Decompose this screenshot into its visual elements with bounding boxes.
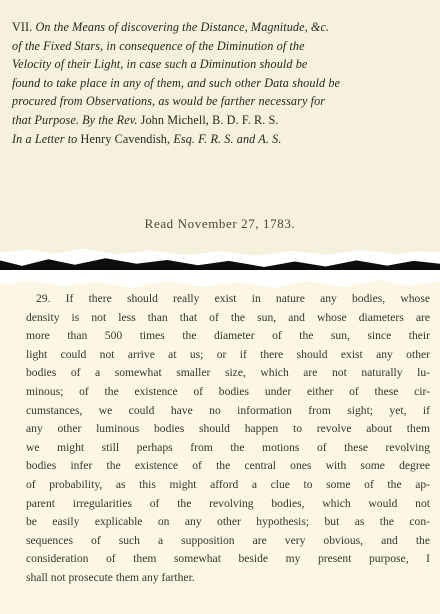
read-date: Read November 27, 1783. — [144, 216, 296, 231]
title-line-2: of the Fixed Stars, in consequence of the Diminution of the — [12, 38, 305, 53]
paragraph-line: minous; of the existence of bodies under either of these cir- — [26, 384, 430, 398]
title-text-7a: In a Letter to — [12, 131, 78, 146]
body-paragraph — [26, 290, 430, 588]
paragraph-line: bodies of a somewhat smaller size, which are not naturally lu- — [26, 366, 430, 380]
paragraph-line: sequences of such a supposition are very obvious, and the — [26, 533, 430, 547]
paragraph-line: 29. If there should really exist in nature any bodies, whose — [36, 292, 430, 305]
title-text-1: On the Means of discovering the Distance, Magnitude, &c. — [35, 20, 330, 34]
title-line-5: procured from Observations, as would be farther necessary for — [12, 94, 326, 109]
paragraph-line: parent irregularities of the revolving bodies, which would not — [26, 496, 430, 510]
title-line-4: found to take place in any of them, and such other Data should be — [12, 75, 341, 90]
paragraph-line: of probability, as this might afford a clue to some of the ap- — [26, 477, 430, 491]
title-line-3: Velocity of their Light, in case such a Diminution should be — [12, 57, 308, 72]
paragraph-line: density is not less than that of the sun, and whose diameters are — [26, 310, 430, 324]
title-line-7 — [12, 130, 434, 149]
author-name: John Michell, B. D. F. R. S. — [140, 112, 279, 127]
paragraph-line: shall not prosecute them any farther. — [26, 570, 195, 584]
paragraph-line: consideration of them somewhat beside my present purpose, I — [26, 552, 430, 566]
paragraph-line: we might still perhaps from the motions of these revolving — [26, 440, 430, 454]
section-numeral: VII. — [12, 20, 33, 34]
paragraph-line: cumstances, we could have no information from sight; yet, if — [26, 403, 430, 417]
title-text-7b: Esq. F. R. S. and A. S. — [173, 131, 282, 146]
recipient-name: Henry Cavendish, — [80, 131, 171, 146]
title-line-6 — [12, 111, 434, 130]
paragraph-line: light could not arrive at us; or if there should exist any other — [26, 347, 430, 361]
title-text-6: that Purpose. By the Rev. — [12, 112, 138, 127]
title-line-1 — [12, 18, 434, 37]
paragraph-line: more than 500 times the diameter of the sun, since their — [26, 329, 430, 343]
paragraph-line: be easily explicable on any other hypothesis; but as the con- — [26, 515, 430, 529]
paragraph-line: any other luminous bodies should happen to revolve about them — [26, 422, 430, 436]
paragraph-line: bodies infer the existence of the central ones with some degree — [26, 459, 430, 473]
article-title — [12, 18, 434, 148]
